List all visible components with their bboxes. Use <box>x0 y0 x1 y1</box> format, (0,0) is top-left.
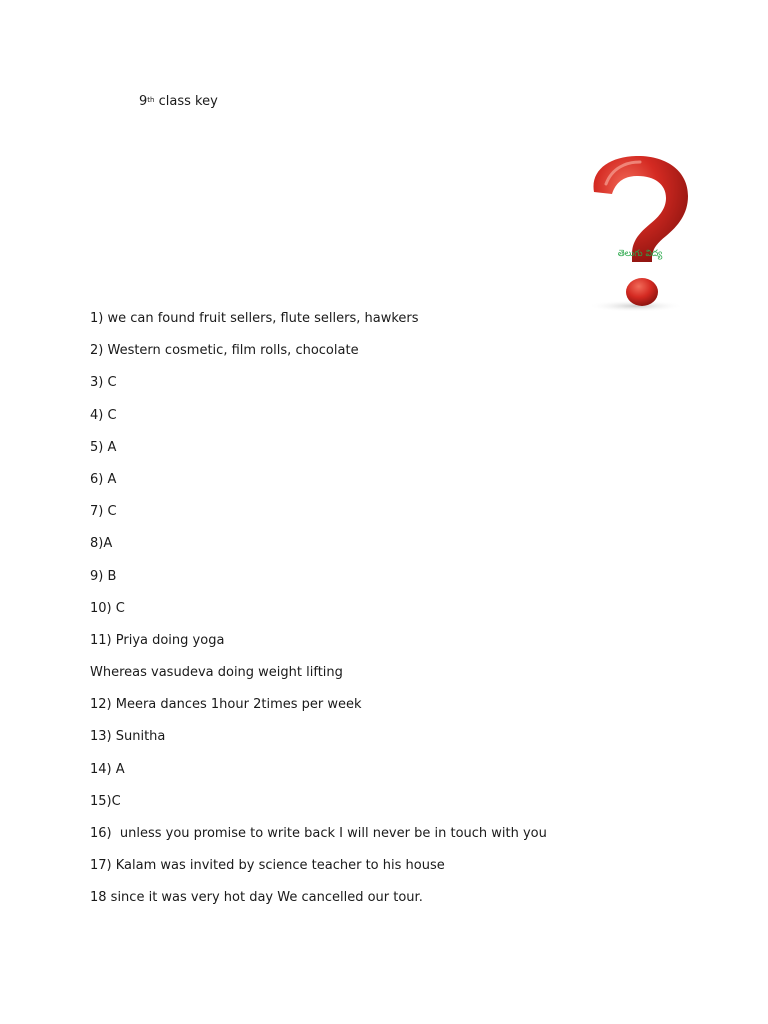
answer-item: 7) C <box>90 504 117 520</box>
title-text: class key <box>154 94 218 109</box>
answer-item: 5) A <box>90 439 117 455</box>
question-mark-icon <box>580 150 692 312</box>
answer-item: 1) we can found fruit sellers, flute sellers, hawkers <box>90 311 419 326</box>
answer-item: Whereas vasudeva doing weight lifting <box>90 665 343 681</box>
answer-item: 10) C <box>90 600 125 616</box>
answer-item: 14) A <box>90 761 125 777</box>
answer-item: 18 since it was very hot day We cancelled our tour. <box>90 890 423 906</box>
page-title <box>139 93 218 111</box>
answer-item: 15)C <box>90 793 121 809</box>
answer-item: 4) C <box>90 407 117 423</box>
answer-item: 12) Meera dances 1hour 2times per week <box>90 697 362 713</box>
answer-item: 13) Sunitha <box>90 729 166 745</box>
answer-item: 17) Kalam was invited by science teacher to his house <box>90 858 445 874</box>
answer-item: 2) Western cosmetic, film rolls, chocolate <box>90 343 359 359</box>
answer-item: 3) C <box>90 375 117 391</box>
answer-list <box>90 310 547 922</box>
answer-item: 8)A <box>90 536 113 552</box>
title-number: 9 <box>139 94 148 109</box>
answer-item: 11) Priya doing yoga <box>90 632 225 648</box>
answer-item: 16) unless you promise to write back I will never be in touch with you <box>90 826 547 841</box>
title-superscript: th <box>147 96 155 104</box>
answer-item: 6) A <box>90 471 117 487</box>
image-caption: తెలుగు విద్య <box>617 249 663 259</box>
answer-item: 9) B <box>90 568 117 584</box>
